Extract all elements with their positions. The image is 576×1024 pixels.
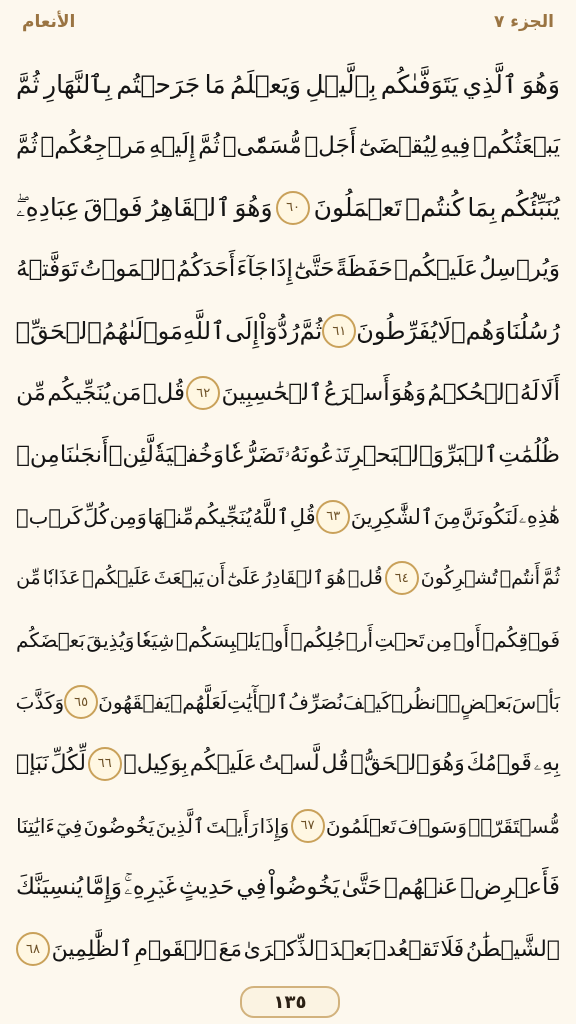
word: وَسَوۡفَ xyxy=(397,813,467,838)
verse-number-marker: ٦٨ xyxy=(16,932,50,966)
text-line xyxy=(16,301,560,361)
word: أَجَلٞ xyxy=(304,132,357,159)
word: قُلۡ xyxy=(347,567,383,590)
word: ٱلشَّيۡطَٰنُ xyxy=(465,936,560,962)
word: بِٱلنَّهَارِ xyxy=(44,69,112,99)
word: ثُمَّ xyxy=(16,69,40,99)
verse-number-marker: ٦١ xyxy=(322,314,356,348)
word: وَٱلۡبَحۡرِ xyxy=(349,441,444,468)
word: بِٱلَّيۡلِ xyxy=(305,69,377,99)
word: كَرۡبٖ xyxy=(16,504,83,529)
word: ٱلۡحَٰسِبِينَ xyxy=(221,380,323,406)
text-line xyxy=(16,672,560,732)
word: حَتَّىٰٓ xyxy=(294,256,335,283)
word: كُنتُمۡ xyxy=(405,193,464,223)
word: ٱلۡمَوۡتُ xyxy=(79,256,175,283)
word: مِّنۡهَا xyxy=(147,504,194,529)
word: عَلَىٰٓ xyxy=(227,567,261,590)
word: أَوۡ xyxy=(453,628,481,653)
word: ظُلُمَٰتِ xyxy=(498,441,560,468)
word: ءَايَٰتِنَا xyxy=(16,813,55,838)
word: بَعۡدَ xyxy=(329,936,372,962)
word: عَنۡهُمۡ xyxy=(383,874,459,901)
word: مِنۡ xyxy=(16,441,60,468)
word: يَفۡقَهُونَ xyxy=(98,690,171,714)
verse-number-marker: ٦٢ xyxy=(186,376,220,410)
word: بِوَكِيلٖ xyxy=(123,751,188,777)
word: بِمَا xyxy=(467,193,497,223)
text-line xyxy=(16,548,560,608)
word: كَيۡفَ xyxy=(342,690,392,714)
word: عَلَيۡكُمۡ xyxy=(394,256,479,283)
word: مَوۡلَىٰهُمُ xyxy=(101,317,183,346)
word: إِلَيۡهِ xyxy=(149,132,196,159)
word: يُنَجِّيكُم xyxy=(194,504,252,529)
text-line xyxy=(16,796,560,856)
word: عِبَادِهِۦۖ xyxy=(16,192,80,222)
word: وَخُفۡيَةٗ xyxy=(154,441,225,468)
word: ٱلۡحَقِّۚ xyxy=(15,317,102,346)
word: ٱلۡقَاهِرُ xyxy=(146,193,231,223)
word: وَيَعۡلَمُ xyxy=(229,69,301,99)
verse-number-marker: ٦٧ xyxy=(291,809,325,843)
word: وَهُوَ xyxy=(431,751,465,777)
word: ٱلذِّكۡرَىٰ xyxy=(243,936,329,962)
text-line xyxy=(16,363,560,423)
word: ٱلۡبَرِّ xyxy=(444,441,499,468)
word: ٱلۡحُكۡمُ xyxy=(427,380,519,406)
word: أَرۡجُلِكُمۡ xyxy=(290,628,374,653)
verse-number-marker: ٦٥ xyxy=(64,685,98,719)
word: لَّسۡتُ xyxy=(258,751,320,777)
word: ٱلَّذِي xyxy=(462,69,518,99)
word: رُسُلُنَا xyxy=(505,317,560,346)
word: ٱللَّهِ xyxy=(182,317,226,346)
word: مِن xyxy=(426,628,453,653)
word: وَهُوَ xyxy=(521,69,560,99)
word: بَعۡضٍۗ xyxy=(448,690,512,714)
surah-name: الأنعام xyxy=(22,12,76,32)
word: غَيۡرِهِۦۚ xyxy=(124,874,177,901)
verse-number-marker: ٦٣ xyxy=(316,500,350,534)
text-line xyxy=(16,239,560,299)
word: فِيٓ xyxy=(56,813,83,838)
word: هُوَ xyxy=(326,567,346,590)
text-line xyxy=(16,487,560,547)
word: نُصَرِّفُ xyxy=(288,690,343,714)
word: يُنَجِّيكُم xyxy=(47,380,111,406)
word: تَضَرُّعٗا xyxy=(224,441,284,468)
word: يُنسِيَنَّكَ xyxy=(16,874,84,901)
word: يُنَبِّئُكُم xyxy=(499,193,560,223)
word: أَنتُمۡ xyxy=(499,567,541,590)
word: وَهُوَ xyxy=(234,193,273,223)
word: لَّئِنۡ xyxy=(108,441,154,468)
verse-number-marker: ٦٤ xyxy=(385,561,419,595)
word: مَن xyxy=(111,380,142,406)
word: ثُمَّ xyxy=(16,132,38,159)
word: ٱلۡأٓيَٰتِ xyxy=(227,690,289,714)
word: عَلَيۡكُم xyxy=(189,751,257,777)
word: مِّن xyxy=(16,567,41,590)
word: جَرَحۡتُم xyxy=(116,69,201,99)
word: تَقۡعُدۡ xyxy=(373,936,439,962)
word: أَوۡ xyxy=(261,628,289,653)
word: يَلۡبِسَكُمۡ xyxy=(175,628,261,653)
word: تَوَفَّتۡهُ xyxy=(16,256,79,283)
word: عَذَابٗا xyxy=(42,567,81,590)
page-header xyxy=(0,0,576,44)
word: ثُمَّ xyxy=(198,132,220,159)
text-line xyxy=(16,54,560,114)
word: عَلَيۡكُمۡ xyxy=(82,567,152,590)
word: حَدِيثٍ xyxy=(179,874,235,901)
word: كُلِّ xyxy=(83,504,110,529)
word: لَهُ xyxy=(519,380,540,406)
word: لَنَكُونَنَّ xyxy=(461,504,519,529)
word: ٱلۡحَقُّۚ xyxy=(350,751,430,777)
word: أَحَدَكُمُ xyxy=(176,256,236,283)
word: لِيُقۡضَىٰٓ xyxy=(358,132,438,159)
word: رَأَيۡتَ xyxy=(205,813,259,838)
word: يَبۡعَثَ xyxy=(153,567,204,590)
word: هَٰذِهِۦ xyxy=(518,504,560,529)
word: لَعَلَّهُمۡ xyxy=(170,690,228,714)
word: وَيُرۡسِلُ xyxy=(479,256,560,283)
word: وَهُوَ xyxy=(390,380,427,406)
word: مُّسَمّٗىۖ xyxy=(222,132,302,159)
text-line xyxy=(16,116,560,176)
verse-number-marker: ٦٦ xyxy=(88,747,122,781)
word: شِيَعٗا xyxy=(135,628,175,653)
word: إِلَى xyxy=(225,317,260,346)
text-line xyxy=(16,857,560,917)
word: مِّن xyxy=(16,380,46,406)
word: قُلۡ xyxy=(142,380,185,406)
word: مَا xyxy=(204,69,226,99)
word: قُلِ xyxy=(289,504,316,529)
page-number: ١٣٥ xyxy=(240,986,340,1018)
word: فَأَعۡرِضۡ xyxy=(460,874,560,901)
word: بَأۡسَ xyxy=(511,690,560,714)
word: مِنَ xyxy=(433,504,461,529)
word: وَإِذَا xyxy=(259,813,290,838)
word: تَعۡلَمُونَ xyxy=(325,813,397,838)
juz-label: الجزء ٧ xyxy=(493,12,554,32)
page-footer xyxy=(0,980,576,1020)
word: فِيهِ xyxy=(440,132,471,159)
word: إِذَا xyxy=(269,256,293,283)
word: ٱلشَّٰكِرِينَ xyxy=(350,504,434,529)
word: يُفَرِّطُونَ xyxy=(356,317,438,346)
word: بِهِۦ xyxy=(533,751,560,777)
word: لَا xyxy=(437,317,452,346)
word: ٱلۡقَادِرُ xyxy=(262,567,325,590)
word: مَعَ xyxy=(218,936,242,962)
word: رُدُّوٓاْ xyxy=(259,317,300,346)
word: فِي xyxy=(236,874,267,901)
word: وَإِمَّا xyxy=(85,874,123,901)
word: قَوۡمُكَ xyxy=(466,751,532,777)
word: أَسۡرَعُ xyxy=(323,380,390,406)
word: يَخُوضُونَ xyxy=(83,813,155,838)
word: وَهُمۡ xyxy=(451,317,506,346)
text-line xyxy=(16,425,560,485)
word: ٱنظُرۡ xyxy=(391,690,449,714)
word: يَخُوضُواْ xyxy=(268,874,340,901)
word: ٱلۡقَوۡمِ xyxy=(134,936,217,962)
word: أَنجَىٰنَا xyxy=(59,441,109,468)
word: وَمِن xyxy=(109,504,147,529)
word: تُشۡرِكُونَ xyxy=(420,567,498,590)
quran-page-text xyxy=(16,54,560,982)
word: وَكَذَّبَ xyxy=(15,690,65,714)
word: فَلَا xyxy=(440,936,465,962)
word: وَيُذِيقَ xyxy=(86,628,135,653)
word: ٱلظَّٰلِمِينَ xyxy=(51,936,133,962)
text-line xyxy=(16,919,560,979)
text-line xyxy=(16,610,560,670)
word: تَعۡمَلُونَ xyxy=(313,193,402,223)
verse-number-marker: ٦٠ xyxy=(276,191,310,225)
word: ٱللَّهُ xyxy=(252,504,290,529)
word: ٱلَّذِينَ xyxy=(155,813,205,838)
word: أَن xyxy=(205,567,226,590)
word: نَبَإٖ xyxy=(16,751,49,777)
word: فَوۡقِكُمۡ xyxy=(482,628,560,653)
word: بَعۡضَكُم xyxy=(16,628,85,653)
word: أَلَا xyxy=(540,380,560,406)
word: فَوۡقَ xyxy=(83,193,143,223)
word: حَتَّىٰ xyxy=(341,874,382,901)
word: ثُمَّ xyxy=(542,567,560,590)
word: يَتَوَفَّىٰكُم xyxy=(380,69,459,99)
text-line xyxy=(16,178,560,238)
word: جَآءَ xyxy=(236,256,269,283)
word: قُل xyxy=(321,751,349,777)
word: مُّسۡتَقَرّٞۚ xyxy=(468,813,560,838)
word: لِّكُلِّ xyxy=(50,751,86,777)
word: تَحۡتِ xyxy=(374,628,425,653)
word: حَفَظَةً xyxy=(335,256,393,283)
word: مَرۡجِعُكُمۡ xyxy=(40,132,147,159)
text-line xyxy=(16,734,560,794)
word: تَدۡعُونَهُۥ xyxy=(284,441,350,468)
word: ثُمَّ xyxy=(299,317,323,346)
word: يَبۡعَثُكُمۡ xyxy=(473,132,560,159)
